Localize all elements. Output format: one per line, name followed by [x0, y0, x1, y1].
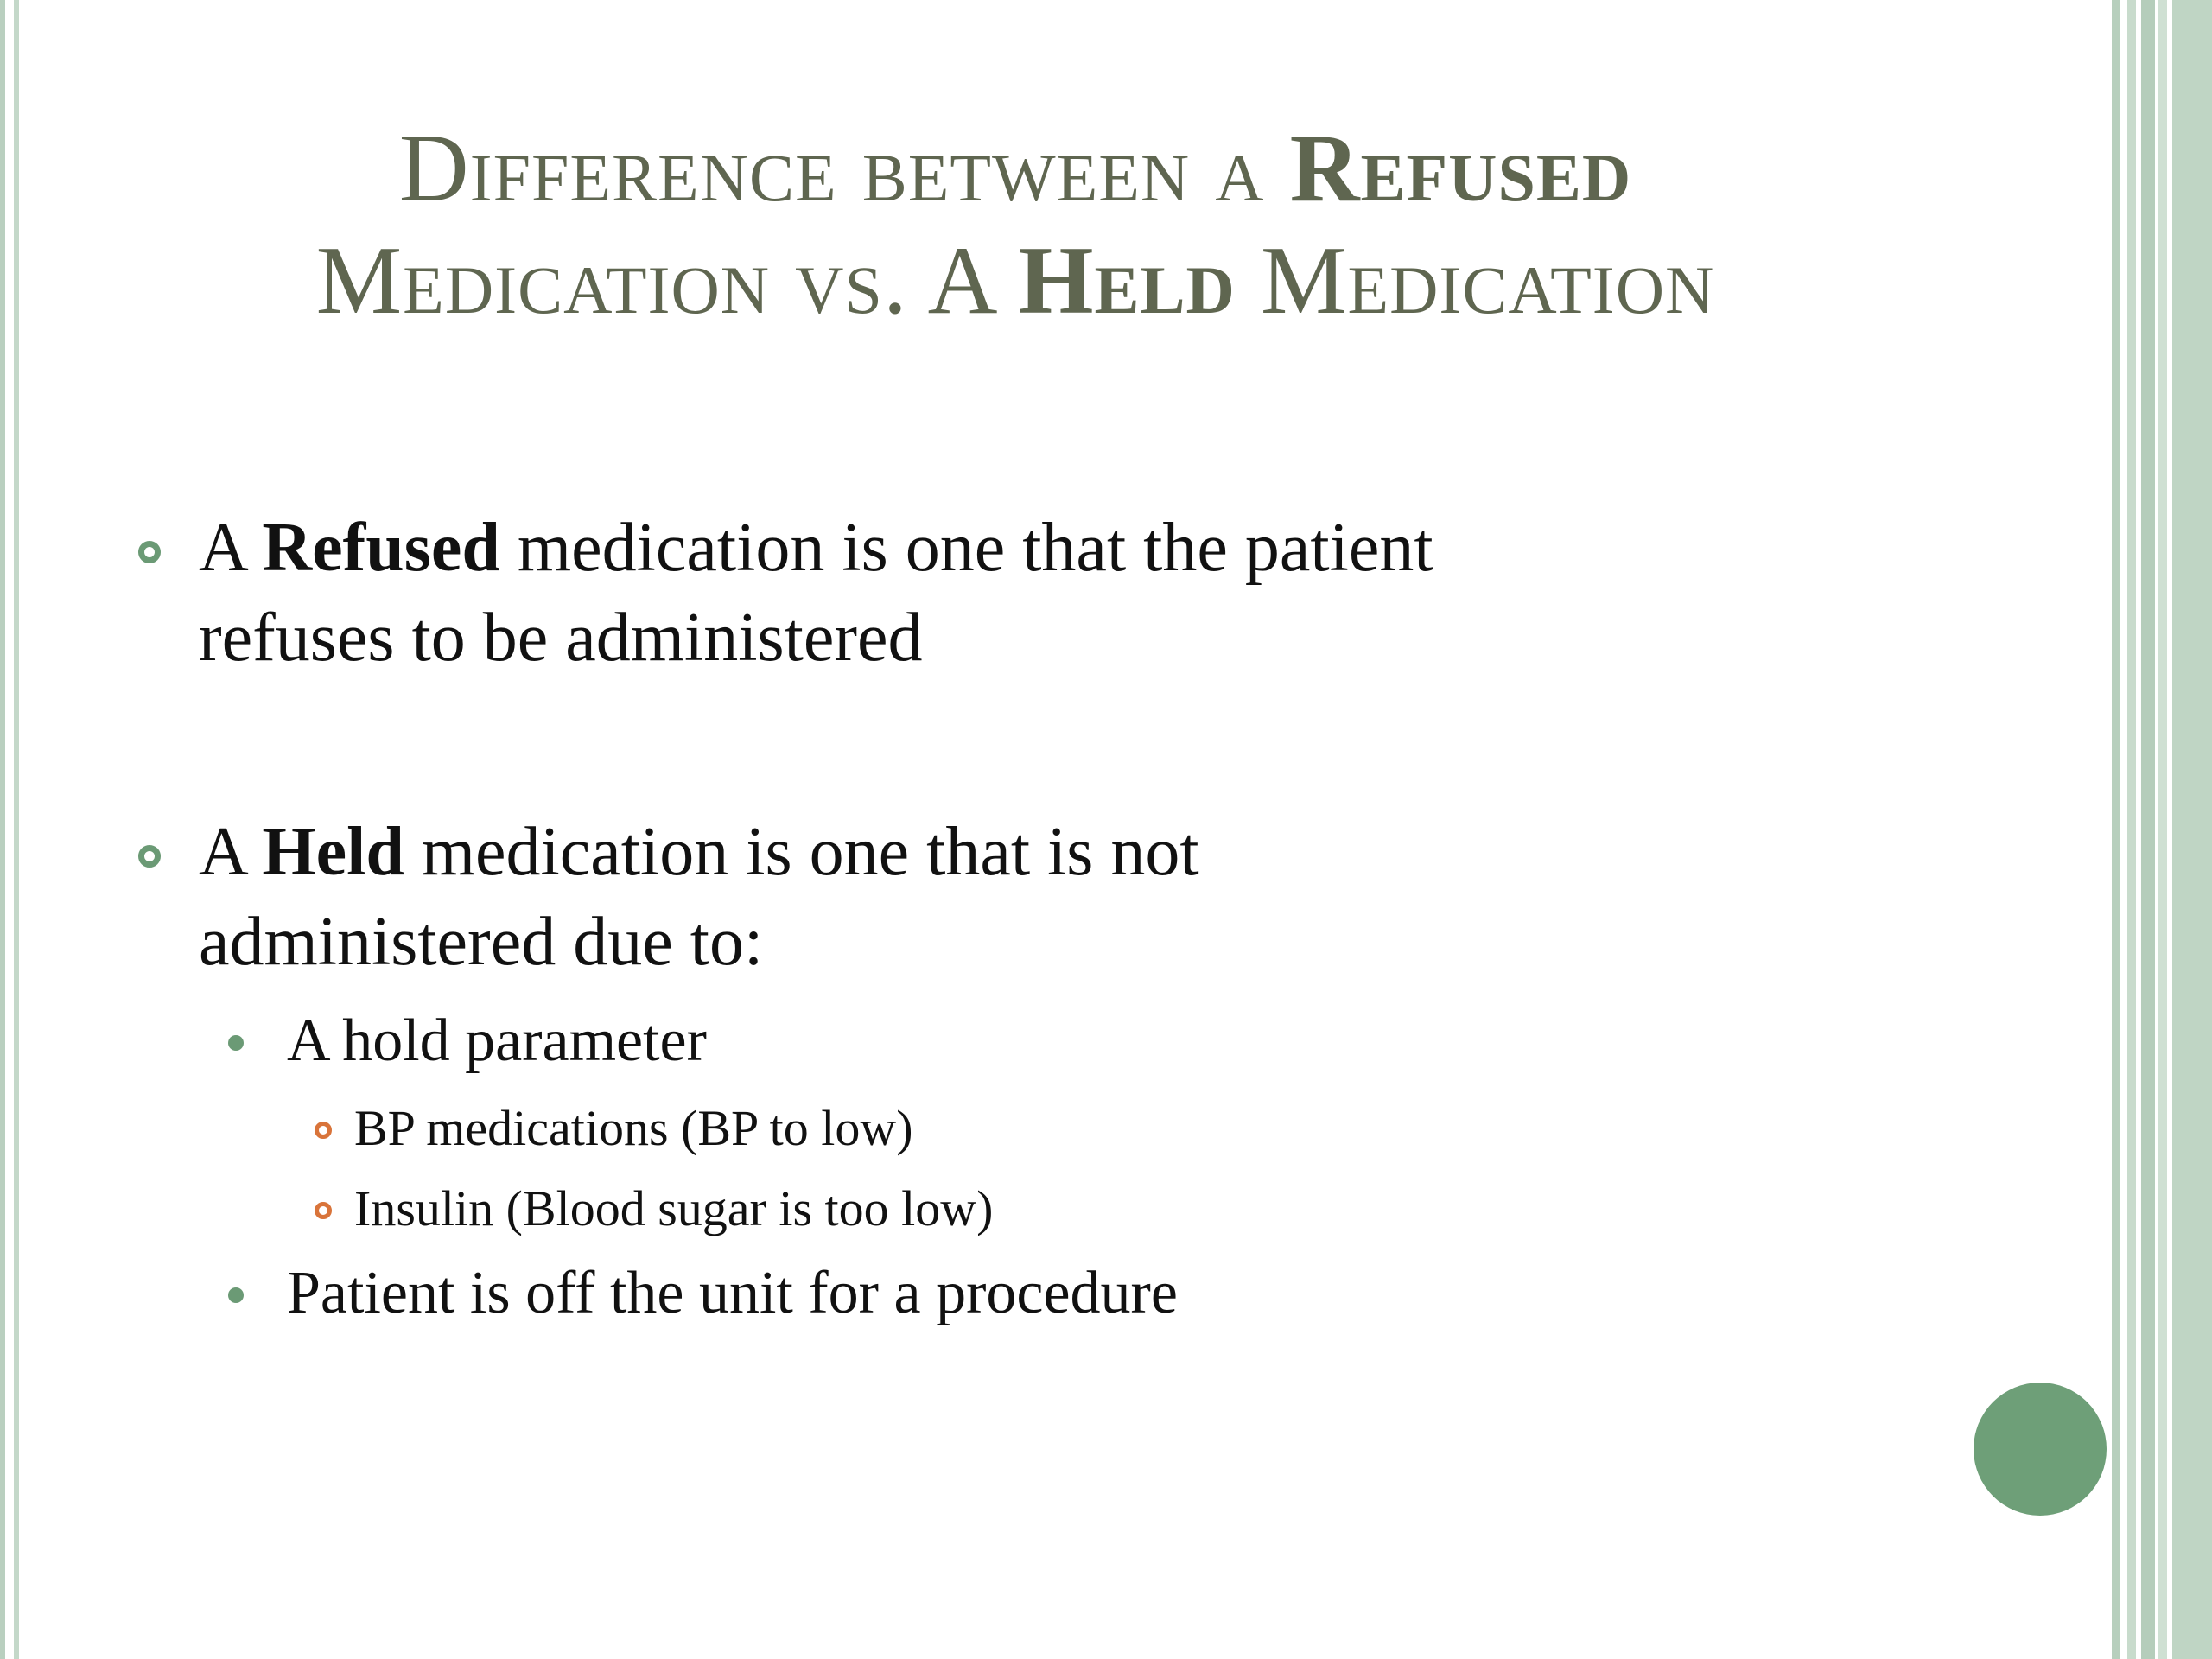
right-frame-stripe-2 [2127, 0, 2136, 1659]
bullet-line: refuses to be administered [199, 600, 923, 676]
right-frame-stripe-5 [2172, 0, 2212, 1659]
subbullet-text: Patient is off the unit for a procedure [287, 1260, 1178, 1326]
emphasis-refused: Refused [262, 510, 500, 586]
right-frame-stripe-4 [2158, 0, 2167, 1659]
text-rest: medication is one that the patient [499, 510, 1433, 586]
ring-bullet-icon [138, 845, 161, 868]
subsubbullet-bp-medications [0, 1098, 2074, 1159]
emphasis-held: Held [262, 814, 404, 890]
slide-title [121, 112, 1910, 337]
text-prefix: A [199, 814, 263, 890]
ring-bullet-icon [138, 541, 161, 563]
subbullet-off-unit [0, 1259, 2074, 1328]
decorative-circle [1974, 1382, 2107, 1516]
bullet-held-text [199, 807, 1927, 987]
title-emphasis-refused: Refused [1289, 115, 1632, 222]
bullet-line [199, 503, 1927, 593]
bullet-line: administered due to: [199, 904, 764, 980]
title-emphasis-held: Held [1018, 227, 1236, 334]
title-line-2 [121, 225, 1910, 337]
dot-bullet-icon [228, 1287, 244, 1303]
subbullet-hold-parameter [0, 1007, 2074, 1076]
text-rest: medication is one that is not [404, 814, 1199, 890]
title-text: Difference between a [398, 115, 1290, 222]
title-text: Medication vs. A [315, 227, 1019, 334]
right-frame-stripe-1 [2112, 0, 2120, 1659]
subsubbullet-text: Insulin (Blood sugar is too low) [354, 1180, 994, 1236]
bullet-line [199, 807, 1927, 897]
right-frame-stripe-3 [2141, 0, 2155, 1659]
ring-bullet-icon [315, 1122, 332, 1139]
title-text: Medication [1235, 227, 1715, 334]
ring-bullet-icon [315, 1202, 332, 1219]
subsubbullet-insulin [0, 1179, 2074, 1239]
bullet-refused-text [199, 503, 1927, 683]
subsubbullet-text: BP medications (BP to low) [354, 1100, 913, 1156]
bullet-held [0, 807, 2074, 988]
dot-bullet-icon [228, 1035, 244, 1051]
bullet-refused [0, 503, 2074, 684]
subbullet-text: A hold parameter [287, 1007, 707, 1074]
text-prefix: A [199, 510, 263, 586]
title-line-1 [121, 112, 1910, 225]
